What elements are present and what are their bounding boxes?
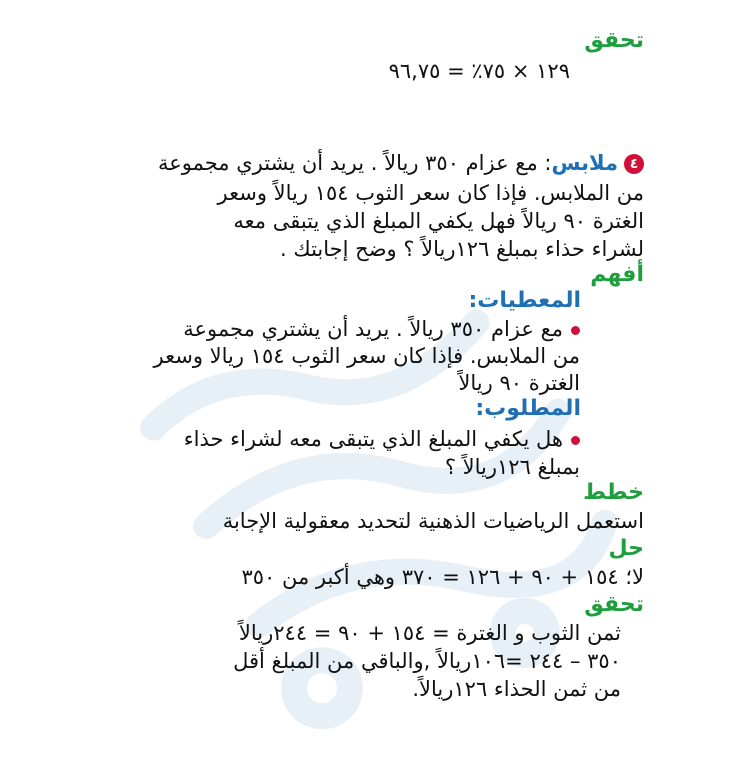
bullet-icon [571,326,580,335]
bullet-icon [571,436,580,445]
problem-line-2: من الملابس. فإذا كان سعر الثوب ١٥٤ ريالاً وسعر [217,181,644,205]
givens-line-1: مع عزام ٣٥٠ ريالاً . يريد أن يشتري مجموعة [183,316,580,343]
top-equation: ١٢٩ × ٧٥٪ = ٩٦,٧٥ [388,59,570,83]
understand-heading: أفهم [590,262,644,287]
check-line-3: من ثمن الحذاء ١٢٦ريالاً. [412,677,621,701]
givens-line-3: الغترة ٩٠ ريالاً [458,371,580,395]
problem-line-4: لشراء حذاء بمبلغ ١٢٦ريالاً ؟ وضح إجابتك . [280,237,644,261]
top-check-heading: تحقق [584,28,644,53]
givens-line-2: من الملابس. فإذا كان سعر الثوب ١٥٤ ريالا وسعر [153,344,580,368]
required-line-1: هل يكفي المبلغ الذي يتبقى معه لشراء حذاء [184,426,580,453]
required-line-2: بمبلغ ١٢٦ريالاً ؟ [444,455,580,479]
check-heading: تحقق [584,592,644,617]
check-line-1: ثمن الثوب و الغترة = ١٥٤ + ٩٠ = ٢٤٤ريالاً [238,621,621,645]
plan-text: استعمل الرياضيات الذهنية لتحديد معقولية الإجابة [222,509,644,533]
givens-heading: المعطيات: [468,288,581,313]
problem-line-3: الغترة ٩٠ ريالاً فهل يكفي المبلغ الذي يتبقى معه [233,209,644,233]
problem-number-badge: ٤ [624,154,644,174]
plan-heading: خطط [583,480,644,505]
solve-text: لا؛ ١٥٤ + ٩٠ + ١٢٦ = ٣٧٠ وهي أكبر من ٣٥٠ [241,565,644,589]
problem-title: ملابس [551,151,618,175]
problem-line-1 [158,150,644,177]
check-line-2: ٣٥٠ – ٢٤٤ =١٠٦ريالاً ,والباقي من المبلغ أقل [233,649,621,673]
solve-heading: حل [608,536,644,561]
required-heading: المطلوب: [475,396,581,421]
problem-text-1: : مع عزام ٣٥٠ ريالاً . يريد أن يشتري مجموعة [157,151,552,175]
